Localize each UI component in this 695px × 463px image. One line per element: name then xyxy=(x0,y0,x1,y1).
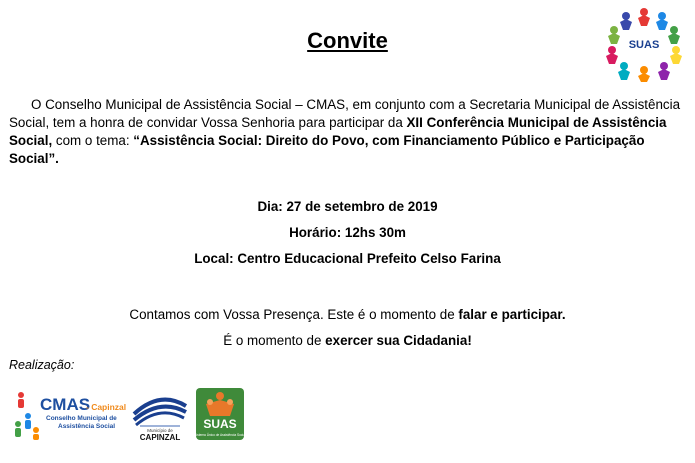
realizacao-label: Realização: xyxy=(9,358,75,372)
intro-paragraph xyxy=(9,96,681,168)
suas-bottom-sub-text: Sistema Único de Assistência Social xyxy=(194,433,246,437)
event-place: Local: Centro Educacional Prefeito Celso Farina xyxy=(194,251,501,266)
cmas-city-text: - Capinzal xyxy=(86,402,126,412)
intro-part2: com o tema: xyxy=(52,133,134,148)
suas-logo-bottom xyxy=(194,386,246,442)
capinzal-small-text: Município de xyxy=(147,428,173,433)
event-date: Dia: 27 de setembro de 2019 xyxy=(257,199,438,214)
conference-name: XII Conferência Municipal de Assistência Social, xyxy=(9,115,667,148)
cmas-sub1-text: Conselho Municipal de xyxy=(46,415,117,422)
conference-theme: “Assistência Social: Direito do Povo, com Financiamento Público e Participação Social”. xyxy=(9,133,645,166)
suas-bottom-text: SUAS xyxy=(203,417,237,431)
suas-top-text: SUAS xyxy=(628,39,660,51)
event-time: Horário: 12hs 30m xyxy=(289,225,406,240)
cmas-main-text: CMAS xyxy=(40,395,91,414)
capinzal-logo xyxy=(130,392,190,442)
capinzal-emblem-icon xyxy=(134,400,186,426)
closing-line-2: É o momento de exercer sua Cidadania! xyxy=(223,333,472,348)
cmas-sub2-text: Assistência Social xyxy=(58,423,116,430)
invitation-title: Convite xyxy=(307,28,388,53)
intro-part1: O Conselho Municipal de Assistência Social – CMAS, em conjunto com a Secretaria Municipal de Assistência Social, tem a honra de convidar Vossa Senhoria para participar da xyxy=(9,97,681,130)
closing-line-1: Contamos com Vossa Presença. Este é o momento de falar e participar. xyxy=(129,307,566,322)
cmas-people-icon xyxy=(15,392,39,440)
capinzal-name-text: CAPINZAL xyxy=(139,433,181,442)
suas-logo-top xyxy=(600,4,688,82)
cmas-logo xyxy=(12,386,126,440)
